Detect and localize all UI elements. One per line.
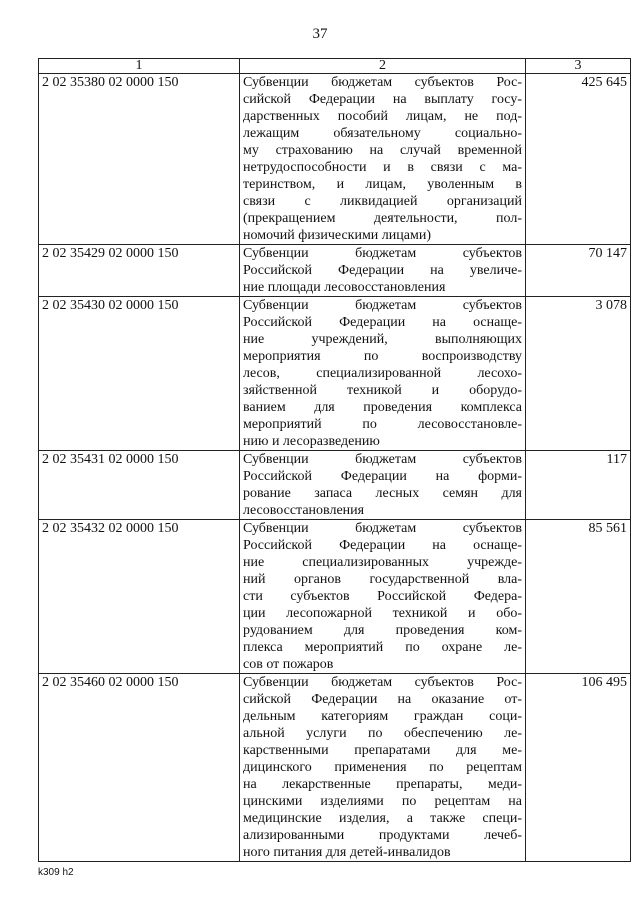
table-body (39, 74, 631, 862)
budget-code-cell: 2 02 35430 02 0000 150 (39, 297, 240, 451)
table-row (39, 674, 631, 862)
description-line: Российской Федерации на оснаще- (243, 315, 522, 330)
column-number-row (39, 59, 631, 74)
description-line: Российской Федерации на форми- (243, 469, 522, 484)
description-line: сти субъектов Российской Федера- (243, 589, 522, 604)
description-cell (240, 451, 526, 520)
amount-cell: 117 (526, 451, 631, 520)
table-row (39, 74, 631, 245)
description-line: ного питания для детей-инвалидов (243, 845, 451, 860)
amount-cell: 3 078 (526, 297, 631, 451)
description-line: дельным категориям граждан соци- (243, 709, 522, 724)
description-line: лежащим обязательному социально- (243, 126, 522, 141)
description-cell (240, 674, 526, 862)
description-line: карственными препаратами для ме- (243, 743, 522, 758)
column-number-3: 3 (526, 59, 631, 74)
description-line: Субвенции бюджетам субъектов (243, 521, 522, 536)
description-line: ний органов государственной вла- (243, 572, 522, 587)
description-line: мероприятия по воспроизводству (243, 349, 522, 364)
description-line: ванием для проведения комплекса (243, 400, 522, 415)
description-line: Субвенции бюджетам субъектов (243, 298, 522, 313)
description-line: медицинские изделия, а также специ- (243, 811, 522, 826)
description-line: ализированными продуктами лечеб- (243, 828, 522, 843)
description-line: рудованием для проведения ком- (243, 623, 522, 638)
description-line: на лекарственные препараты, меди- (243, 777, 522, 792)
description-cell (240, 245, 526, 297)
description-line: Субвенции бюджетам субъектов Рос- (243, 75, 522, 90)
amount-cell: 70 147 (526, 245, 631, 297)
description-line: нию и лесоразведению (243, 434, 380, 449)
description-line: лесов, специализированной лесохо- (243, 366, 522, 381)
description-line: Российской Федерации на увеличе- (243, 263, 522, 278)
description-line: теринством, и лицам, уволенным в (243, 177, 522, 192)
description-line: дарственных пособий лицам, не под- (243, 109, 522, 124)
description-cell (240, 297, 526, 451)
amount-cell: 425 645 (526, 74, 631, 245)
budget-code-cell: 2 02 35432 02 0000 150 (39, 520, 240, 674)
description-line: альной услуги по обеспечению ле- (243, 726, 522, 741)
column-number-2: 2 (240, 59, 526, 74)
description-line: связи с ликвидацией организаций (243, 194, 522, 209)
description-line: ние специализированных учрежде- (243, 555, 522, 570)
amount-cell: 85 561 (526, 520, 631, 674)
description-line: плекса мероприятий по охране ле- (243, 640, 522, 655)
budget-code-cell: 2 02 35431 02 0000 150 (39, 451, 240, 520)
table-row (39, 245, 631, 297)
description-cell (240, 520, 526, 674)
description-line: сийской Федерации на выплату госу- (243, 92, 522, 107)
description-line: ние учреждений, выполняющих (243, 332, 522, 347)
description-cell (240, 74, 526, 245)
description-line: Субвенции бюджетам субъектов (243, 452, 522, 467)
description-line: Субвенции бюджетам субъектов Рос- (243, 675, 522, 690)
description-line: сийской Федерации на оказание от- (243, 692, 522, 707)
description-line: сов от пожаров (243, 657, 334, 672)
description-line: ции лесопожарной техникой и обо- (243, 606, 522, 621)
description-line: лесовосстановления (243, 503, 365, 518)
description-line: мероприятий по лесовосстановле- (243, 417, 522, 432)
budget-code-cell: 2 02 35380 02 0000 150 (39, 74, 240, 245)
description-line: цинскими изделиями по рецептам на (243, 794, 522, 809)
description-line: дицинского применения по рецептам (243, 760, 522, 775)
description-line: номочий физическими лицами) (243, 228, 431, 243)
budget-code-cell: 2 02 35460 02 0000 150 (39, 674, 240, 862)
table-row (39, 297, 631, 451)
description-line: му страхованию на случай временной (243, 143, 522, 158)
description-line: Субвенции бюджетам субъектов (243, 246, 522, 261)
description-line: нетрудоспособности и в связи с ма- (243, 160, 522, 175)
amount-cell: 106 495 (526, 674, 631, 862)
budget-table (38, 58, 631, 862)
description-line: зяйственной техникой и оборудо- (243, 383, 522, 398)
description-line: Российской Федерации на оснаще- (243, 538, 522, 553)
table-row (39, 520, 631, 674)
page-number: 37 (312, 26, 328, 42)
description-line: рование запаса лесных семян для (243, 486, 522, 501)
column-number-1: 1 (39, 59, 240, 74)
description-line: ние площади лесовосстановления (243, 280, 446, 295)
footer-code: k309 h2 (38, 867, 74, 878)
table-row (39, 451, 631, 520)
description-line: (прекращением деятельности, пол- (243, 211, 522, 226)
budget-code-cell: 2 02 35429 02 0000 150 (39, 245, 240, 297)
